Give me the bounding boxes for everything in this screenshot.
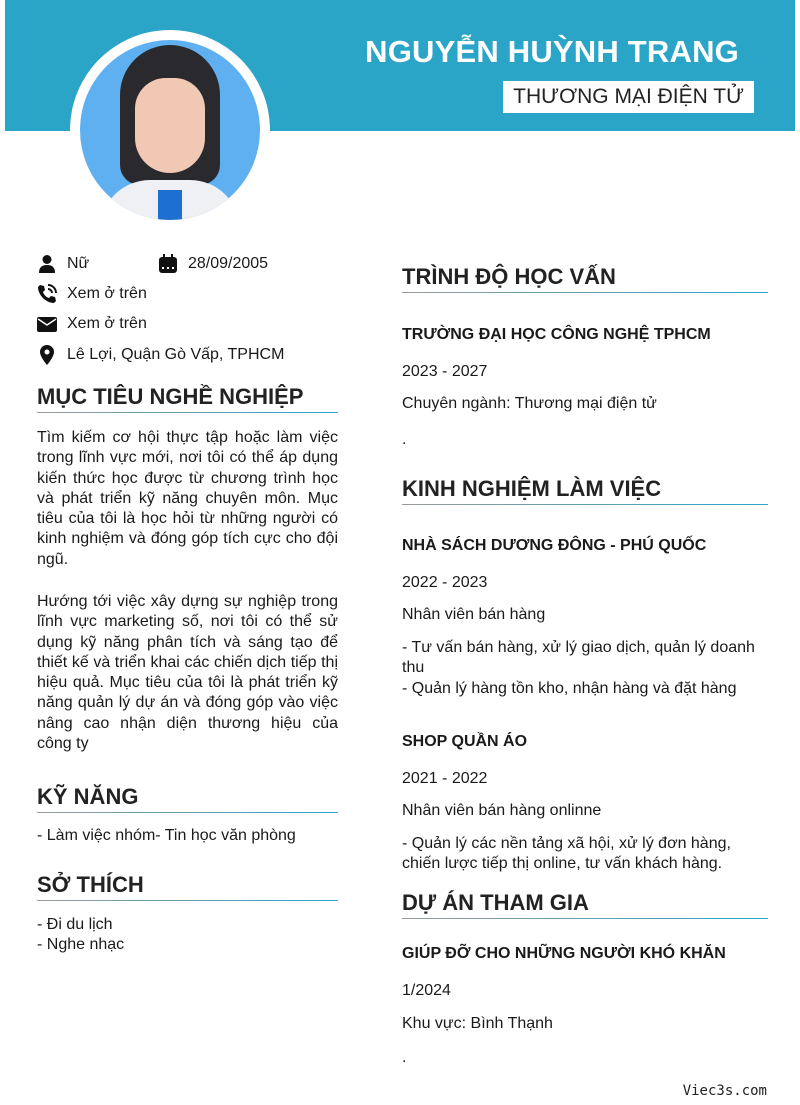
- envelope-icon: [37, 314, 57, 334]
- experience-heading: KINH NGHIỆM LÀM VIỆC: [402, 476, 768, 505]
- calendar-icon: [158, 254, 178, 274]
- phone-icon: [37, 284, 57, 304]
- candidate-role: THƯƠNG MẠI ĐIỆN TỬ: [503, 81, 754, 113]
- skills-text: - Làm việc nhóm- Tin học văn phòng: [37, 827, 296, 844]
- gender: Nữ: [67, 255, 90, 272]
- project-period: 1/2024: [402, 982, 451, 999]
- hobbies-heading: SỞ THÍCH: [37, 872, 338, 901]
- footer-watermark: Viec3s.com: [682, 1083, 767, 1099]
- project-name: GIÚP ĐỠ CHO NHỮNG NGƯỜI KHÓ KHĂN: [402, 945, 726, 962]
- job-duty: - Quản lý hàng tồn kho, nhận hàng và đặt hàng: [402, 679, 737, 697]
- email: Xem ở trên: [67, 315, 147, 332]
- job-position: Nhân viên bán hàng: [402, 606, 546, 623]
- job-period: 2021 - 2022: [402, 770, 488, 787]
- school-name: TRƯỜNG ĐẠI HỌC CÔNG NGHỆ TPHCM: [402, 326, 711, 343]
- user-icon: [37, 254, 57, 274]
- hobby-item: - Nghe nhạc: [37, 936, 125, 954]
- job-period: 2022 - 2023: [402, 574, 488, 591]
- education-period: 2023 - 2027: [402, 363, 488, 380]
- location-pin-icon: [37, 345, 57, 365]
- job-company: NHÀ SÁCH DƯƠNG ĐÔNG - PHÚ QUỐC: [402, 537, 707, 554]
- job-position: Nhân viên bán hàng onlinne: [402, 802, 602, 819]
- skills-heading: KỸ NĂNG: [37, 784, 338, 813]
- education-heading: TRÌNH ĐỘ HỌC VẤN: [402, 264, 768, 293]
- objective-paragraph-1: Tìm kiếm cơ hội thực tập hoặc làm việc trong lĩnh vực mới, nơi tôi có thể áp dụng kiến thức học được từ chương trình học và phát triển kỹ năng chuyên môn. Mục tiêu của tôi là học hỏi từ những người có kinh nghiệm và đóng góp tích cực cho đội ngũ.: [37, 429, 338, 568]
- email-row: [37, 314, 147, 334]
- dob-row: [158, 254, 268, 274]
- hobbies-list: [37, 915, 338, 956]
- gender-row: [37, 254, 89, 274]
- projects-heading: DỰ ÁN THAM GIA: [402, 890, 768, 919]
- job-duty: - Tư vấn bán hàng, xử lý giao dịch, quản lý doanh thu: [402, 639, 755, 677]
- phone-row: [37, 284, 147, 304]
- job-description: [402, 638, 768, 699]
- job-description: - Quản lý các nền tảng xã hội, xử lý đơn hàng, chiến lược tiếp thị online, tư vấn khách hàng.: [402, 835, 731, 873]
- hobby-item: - Đi du lịch: [37, 916, 113, 933]
- objective-heading: MỤC TIÊU NGHỀ NGHIỆP: [37, 384, 338, 413]
- profile-photo: [70, 30, 270, 230]
- address: Lê Lợi, Quận Gò Vấp, TPHCM: [67, 346, 285, 363]
- project-area: Khu vực: Bình Thạnh: [402, 1015, 553, 1032]
- address-row: [37, 345, 284, 365]
- candidate-name: NGUYỄN HUỲNH TRANG: [365, 34, 739, 69]
- dob: 28/09/2005: [188, 255, 269, 272]
- job-company: SHOP QUẦN ÁO: [402, 733, 528, 750]
- objective-paragraph-2: Hướng tới việc xây dựng sự nghiệp trong lĩnh vực marketing số, nơi tôi có thể sử dụng kỹ năng phân tích và sáng tạo để thiết kế và triển khai các chiến dịch tiếp thị hiệu quả. Mục tiêu của tôi là phát triển kỹ năng quản lý dự án và đóng góp vào việc nâng cao nhận diện thương hiệu của công ty: [37, 593, 338, 753]
- project-note: .: [402, 1049, 407, 1066]
- phone: Xem ở trên: [67, 285, 147, 302]
- education-note: .: [402, 431, 407, 448]
- education-major: Chuyên ngành: Thương mại điện tử: [402, 395, 657, 412]
